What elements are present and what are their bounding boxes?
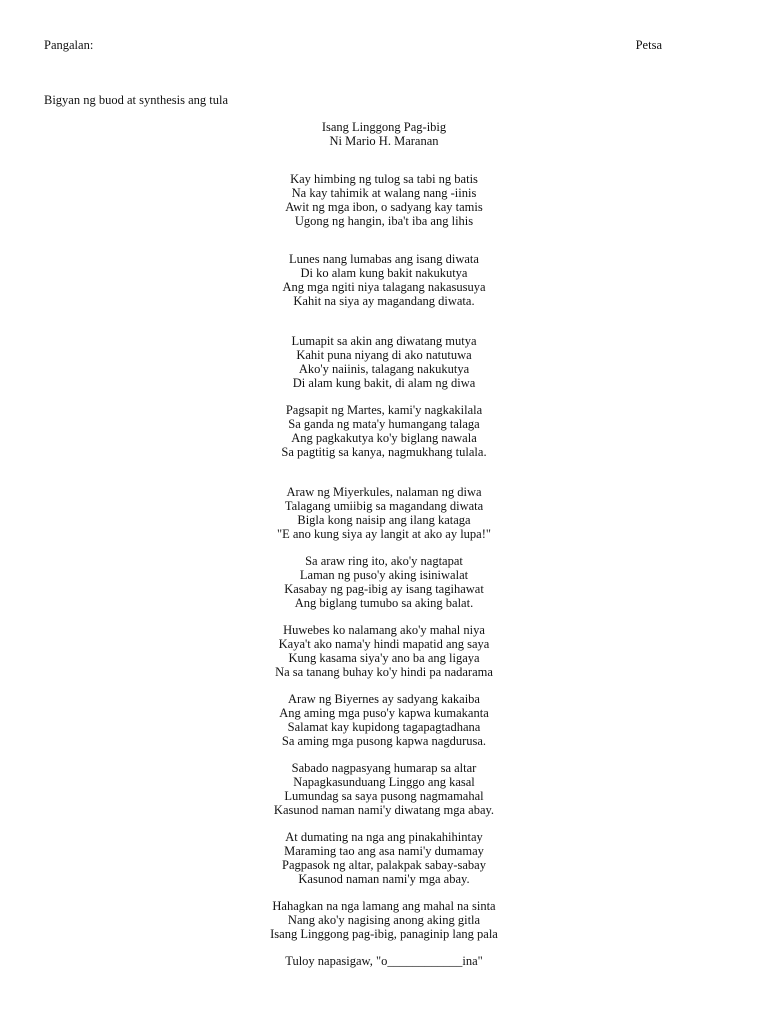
poem-heading bbox=[0, 120, 768, 148]
poem-line: Ugong ng hangin, iba't iba ang lihis bbox=[294, 214, 474, 228]
poem-line: Kahit puna niyang di ako natutuwa bbox=[296, 348, 472, 362]
stanza-10 bbox=[0, 830, 768, 886]
poem-line: Ang biglang tumubo sa aking balat. bbox=[294, 596, 474, 610]
poem-line: Lumundag sa saya pusong nagmamahal bbox=[284, 789, 484, 803]
poem-line: Isang Linggong pag-ibig, panaginip lang pala bbox=[270, 927, 498, 941]
poem-line: Sa pagtitig sa kanya, nagmukhang tulala. bbox=[281, 445, 487, 459]
poem-line: Maraming tao ang asa nami'y dumamay bbox=[284, 844, 484, 858]
poem-line: Ang pagkakutya ko'y biglang nawala bbox=[291, 431, 477, 445]
poem-line: Kasunod naman nami'y mga abay. bbox=[298, 872, 470, 886]
poem-line: Lunes nang lumabas ang isang diwata bbox=[289, 252, 479, 266]
poem-line: Na sa tanang buhay ko'y hindi pa nadarama bbox=[275, 665, 493, 679]
poem-line: Salamat kay kupidong tagapagtadhana bbox=[287, 720, 481, 734]
poem-line: Araw ng Miyerkules, nalaman ng diwa bbox=[286, 485, 482, 499]
poem-line: Kung kasama siya'y ano ba ang ligaya bbox=[288, 651, 480, 665]
poem-line: Awit ng mga ibon, o sadyang kay tamis bbox=[285, 200, 483, 214]
poem-line: Kahit na siya ay magandang diwata. bbox=[293, 294, 475, 308]
poem-line: Di ko alam kung bakit nakukutya bbox=[300, 266, 468, 280]
poem-line: Talagang umiibig sa magandang diwata bbox=[284, 499, 484, 513]
poem bbox=[0, 120, 768, 968]
stanza-6 bbox=[0, 554, 768, 610]
stanza-5 bbox=[0, 485, 768, 541]
stanza-2 bbox=[0, 252, 768, 308]
poem-line: Pagsapit ng Martes, kami'y nagkakilala bbox=[285, 403, 483, 417]
poem-line: Sa ganda ng mata'y humangang talaga bbox=[288, 417, 480, 431]
poem-line: Hahagkan na nga lamang ang mahal na sinta bbox=[272, 899, 496, 913]
poem-line: At dumating na nga ang pinakahihintay bbox=[285, 830, 483, 844]
poem-line: Laman ng puso'y aking isiniwalat bbox=[299, 568, 469, 582]
stanza-7 bbox=[0, 623, 768, 679]
poem-line: Huwebes ko nalamang ako'y mahal niya bbox=[283, 623, 485, 637]
poem-line: Ang aming mga puso'y kapwa kumakanta bbox=[279, 706, 489, 720]
date-label: Petsa bbox=[635, 38, 662, 52]
poem-line: Lumapit sa akin ang diwatang mutya bbox=[291, 334, 477, 348]
poem-author: Ni Mario H. Maranan bbox=[329, 134, 439, 148]
poem-line: Kay himbing ng tulog sa tabi ng batis bbox=[290, 172, 478, 186]
poem-line: Araw ng Biyernes ay sadyang kakaiba bbox=[288, 692, 480, 706]
poem-line: Kasunod naman nami'y diwatang mga abay. bbox=[273, 803, 495, 817]
poem-line: Napagkasunduang Linggo ang kasal bbox=[293, 775, 475, 789]
stanza-4 bbox=[0, 403, 768, 459]
poem-line: Bigla kong naisip ang ilang kataga bbox=[297, 513, 471, 527]
stanza-1 bbox=[0, 172, 768, 228]
stanza-3 bbox=[0, 334, 768, 390]
poem-line: Kasabay ng pag-ibig ay isang tagihawat bbox=[284, 582, 484, 596]
poem-line: "E ano kung siya ay langit at ako ay lupa!" bbox=[277, 527, 491, 541]
poem-line: Pagpasok ng altar, palakpak sabay-sabay bbox=[282, 858, 486, 872]
stanza-8 bbox=[0, 692, 768, 748]
poem-line: Ako'y naiinis, talagang nakukutya bbox=[298, 362, 470, 376]
stanza-12 bbox=[0, 954, 768, 968]
poem-line: Nang ako'y nagising anong aking gitla bbox=[287, 913, 481, 927]
name-label: Pangalan: bbox=[44, 38, 94, 52]
instruction-text: Bigyan ng buod at synthesis ang tula bbox=[44, 93, 229, 107]
poem-line: Ang mga ngiti niya talagang nakasusuya bbox=[282, 280, 486, 294]
stanza-9 bbox=[0, 761, 768, 817]
poem-line: Di alam kung bakit, di alam ng diwa bbox=[292, 376, 476, 390]
poem-line: Na kay tahimik at walang nang -iinis bbox=[291, 186, 477, 200]
poem-line: Sabado nagpasyang humarap sa altar bbox=[291, 761, 477, 775]
poem-line: Tuloy napasigaw, "o____________ina" bbox=[285, 954, 483, 968]
poem-title: Isang Linggong Pag-ibig bbox=[321, 120, 447, 134]
poem-line: Kaya't ako nama'y hindi mapatid ang saya bbox=[278, 637, 490, 651]
poem-line: Sa aming mga pusong kapwa nagdurusa. bbox=[281, 734, 487, 748]
stanza-11 bbox=[0, 899, 768, 941]
poem-line: Sa araw ring ito, ako'y nagtapat bbox=[305, 554, 463, 568]
